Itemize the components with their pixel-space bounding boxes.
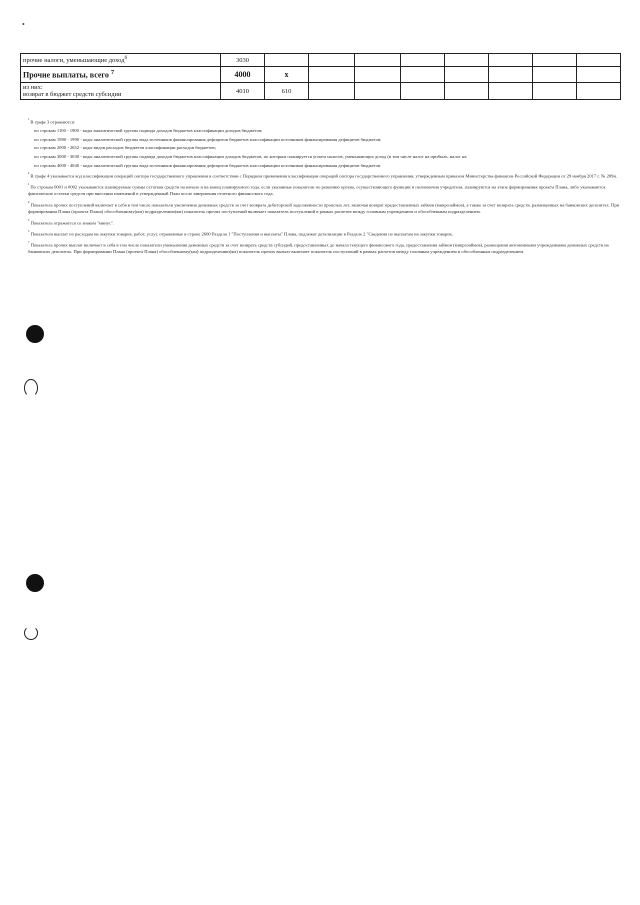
empty-cell (355, 54, 401, 67)
footnote-5: $^{^5}$ Показатель отражается со знаком "минус". (28, 217, 115, 226)
punch-hole-icon (26, 325, 44, 343)
empty-cell (309, 67, 355, 83)
empty-cell (355, 83, 401, 100)
row-code-cell: 4000 (221, 67, 265, 83)
empty-cell (401, 83, 445, 100)
empty-cell (355, 67, 401, 83)
empty-cell (445, 83, 489, 100)
empty-cell (577, 67, 621, 83)
row-kosgu-cell: 610 (265, 83, 309, 100)
punch-hole-ring-icon (24, 379, 38, 397)
finance-table (20, 53, 621, 100)
empty-cell (533, 67, 577, 83)
empty-cell (401, 67, 445, 83)
punch-hole-ring-icon (24, 626, 38, 640)
empty-cell (489, 67, 533, 83)
empty-cell (309, 54, 355, 67)
footnote-1-item: по строкам 1100 - 1900 - коды аналитической группы подвида доходов бюджетов классификации доходов бюджетов; (34, 128, 263, 134)
empty-cell (309, 83, 355, 100)
footnote-6: $^{^6}$ Показатели выплат по расходам на закупки товаров, работ, услуг, отраженные в строке 2600 Раздела 1 "Поступления и выплаты" Плана, подлежат детализации в Разделе 2 "Сведения по выплатам на закупки товаров, (28, 228, 453, 237)
empty-cell (533, 54, 577, 67)
empty-cell (577, 83, 621, 100)
row-name-cell: из них: возврат в бюджет средств субсидии (21, 83, 221, 100)
empty-cell (533, 83, 577, 100)
empty-cell (445, 54, 489, 67)
row-kosgu-cell (265, 54, 309, 67)
scan-mark: • (22, 20, 25, 29)
footnote-1-item: по строкам 4000 - 4040 - коды аналитической группы вида источников финансирования дефицитов бюджетов классификации источников финансирования дефицитов бюджетов. (34, 162, 382, 168)
empty-cell (489, 54, 533, 67)
footnotes (28, 117, 620, 258)
table-row (21, 67, 621, 83)
empty-cell (577, 54, 621, 67)
empty-cell (445, 67, 489, 83)
footnote-1-item: по строкам 1980 - 1990 - коды аналитической группы вида источников финансирования дефицитов бюджетов классификации источников финансирования дефицитов бюджетов; (34, 136, 382, 142)
footnote-1: $^{^1}$ В графе 3 отражаются: (28, 117, 76, 125)
row-kosgu-cell: х (265, 67, 309, 83)
row-name-cell: прочие налоги, уменьшающие доход$^6$ (21, 54, 221, 67)
table-row (21, 83, 621, 100)
row-code-cell: 3030 (221, 54, 265, 67)
footnote-1-item: по строкам 3000 - 3030 - коды аналитической группы подвида доходов бюджетов классификации доходов бюджетов, по которым планируется уплата налогов, уменьшающих доход (в том числе налог на прибыль, налог на (34, 153, 467, 159)
footnote-4: $^{^4}$ Показатель прочих поступлений включает в себя в том числе показатели увеличения денежных средств за счет возврата дебиторской задолженности прошлых лет, включая возврат предоставленных займов (микрозаймов), а также за счет возврата средств, размещенных на банковских депозитах. При формировании Плана (проекта Плана) обособленному(ым) подразделению(ям) показатель прочих поступлений включает показатель поступлений в рамках расчетов между головным учреждением и обособленным подразделением. (28, 199, 620, 215)
table-row (21, 54, 621, 67)
footnote-7: $^{^7}$ Показатель прочих выплат включает в себя в том числе показатели уменьшения денежных средств за счет возврата средств субсидий, предоставленных до начала текущего финансового года, предоставления займов (микрозаймов), размещения автономными учреждениями денежных средств на банковских депозитах. При формировании Плана (проекта Плана) обособленному(ым) подразделению(ям) показатель прочих выплат включает показатель поступлений в рамках расчетов между головным учреждением и обособленным подразделением. (28, 239, 609, 255)
empty-cell (401, 54, 445, 67)
footnote-2: $^{^2}$ В графе 4 указывается код классификации операций сектора государственного управления в соответствии с Порядком применения классификации операций сектора государственного управления, утвержденным приказом Министерства финансов Российской Федерации от 29 ноября 2017 г. № 209н. (28, 171, 618, 179)
row-code-cell: 4010 (221, 83, 265, 100)
footnote-3: $^{^3}$ По строкам 0001 и 0002 указываются планируемые суммы остатков средств на начало и на конец планируемого года, если указанные показатели по решению органа, осуществляющего функции и полномочия учредителя, планируются на этапе формирования проекта Плана, либо указываются фактические остатки средств при внесении изменений в утвержденный План после завершения отчетного финансового года. (28, 182, 606, 197)
footnote-1-item: по строкам 2000 - 2652 - коды видов расходов бюджетов классификации расходов бюджетов; (34, 145, 216, 151)
punch-hole-icon (26, 574, 44, 592)
empty-cell (489, 83, 533, 100)
row-name-cell: Прочие выплаты, всего $^7$ (21, 67, 221, 83)
